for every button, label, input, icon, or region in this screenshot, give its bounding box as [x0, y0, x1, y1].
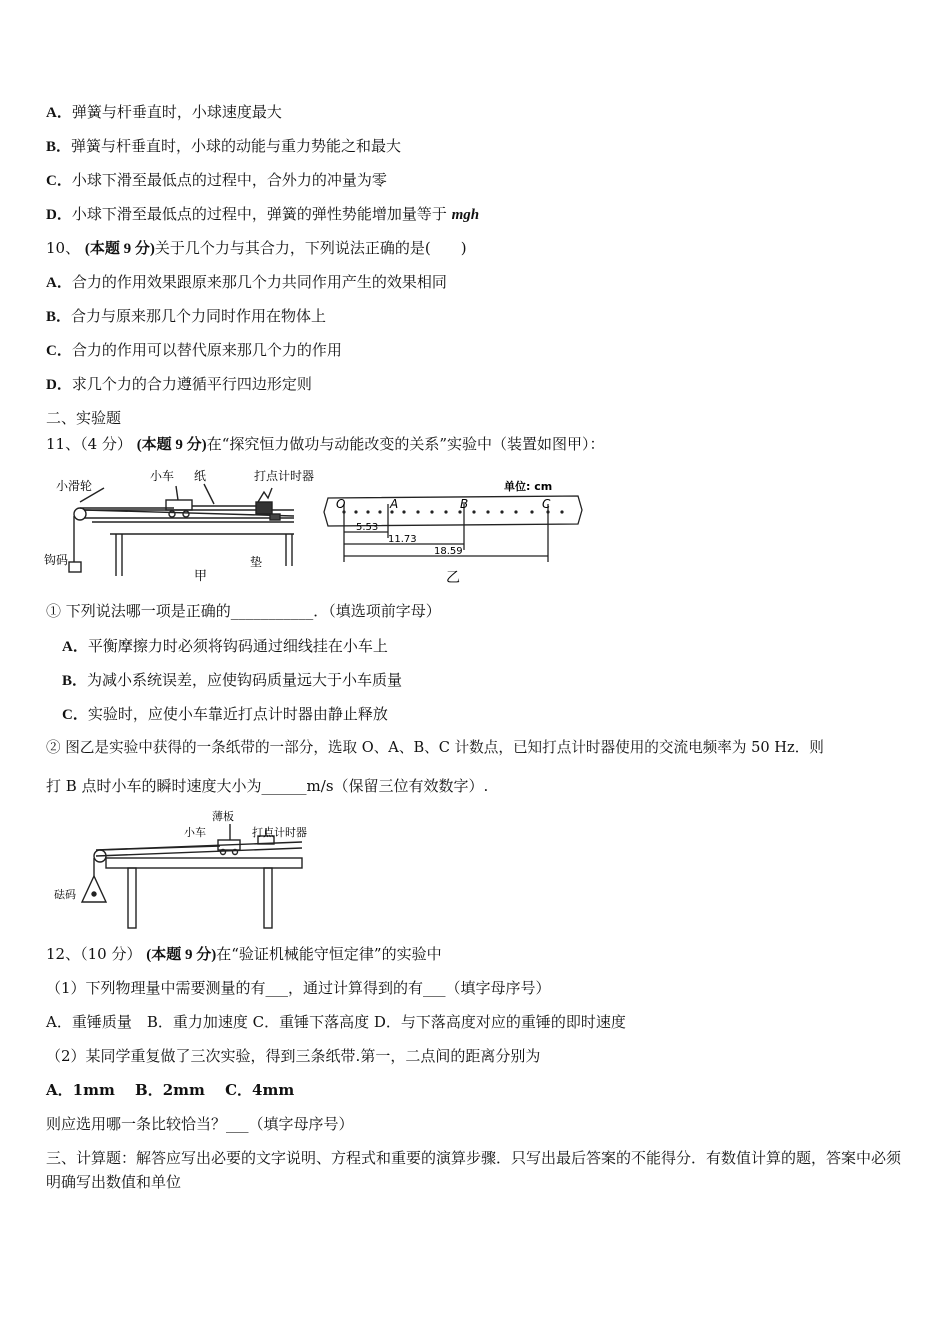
q10-stem: 10、 (本题 9 分)关于几个力与其合力，下列说法正确的是( ): [46, 239, 467, 257]
section-3-instructions: 三、计算题：解答应写出必要的文字说明、方程式和重要的演算步骤．只写出最后答案的不能得分．有数值计算的题，答案中必须明确写出数值和单位: [46, 1149, 902, 1191]
tape-unit-label: 单位: cm: [504, 480, 553, 493]
q11-sub2-line2: 打 B 点时小车的瞬时速度大小为______m/s（保留三位有效数字）.: [46, 777, 489, 795]
tape-dist-ob: 11.73: [388, 534, 417, 545]
tape-point-b: B: [460, 497, 469, 511]
q9-option-d: D．小球下滑至最低点的过程中，弹簧的弹性势能增加量等于 mgh: [46, 205, 480, 223]
section-2-title: 二、实验题: [46, 409, 122, 427]
label-hook-weight: 钩码: [44, 553, 69, 567]
tape-point-a: A: [390, 497, 399, 511]
figure-yi-tape: [322, 470, 584, 588]
label-pulley: 小滑轮: [56, 479, 93, 493]
label-timer-2: 打点计时器: [252, 826, 307, 839]
q9-option-a: A．弹簧与杆垂直时，小球速度最大: [46, 103, 282, 121]
q10-option-b: B．合力与原来那几个力同时作用在物体上: [46, 307, 327, 325]
tape-point-c: C: [542, 497, 551, 511]
caption-jia: 甲: [194, 569, 208, 584]
label-board: 薄板: [212, 810, 234, 823]
label-timer: 打点计时器: [254, 469, 315, 483]
q12-options-1: A．重锤质量 B．重力加速度 C．重锤下落高度 D．与下落高度对应的重锤的即时速度: [46, 1013, 626, 1031]
q10-option-c: C．合力的作用可以替代原来那几个力的作用: [46, 341, 342, 359]
q9-option-c: C．小球下滑至最低点的过程中，合外力的冲量为零: [46, 171, 387, 189]
q12-sub1: （1）下列物理量中需要测量的有___，通过计算得到的有___（填字母序号）: [46, 979, 551, 997]
tape-dist-oc: 18.59: [434, 546, 463, 557]
q11-option-b: B．为减小系统误差，应使钩码质量远大于小车质量: [62, 671, 403, 689]
figure-jia-apparatus: [44, 462, 315, 586]
q10-option-a: A．合力的作用效果跟原来那几个力共同作用产生的效果相同: [46, 273, 447, 291]
tape-point-o: O: [336, 497, 346, 511]
q11-sub2-line1: ② 图乙是实验中获得的一条纸带的一部分，选取 O、A、B、C 计数点，已知打点计时器使用的交流电频率为 50 Hz．则: [46, 739, 824, 756]
label-pad: 垫: [250, 555, 263, 569]
q11-sub1: ① 下列说法哪一项是正确的___________．（填选项前字母）: [46, 602, 441, 620]
q12-sub3: 则应选用哪一条比较恰当？___（填字母序号）: [46, 1115, 354, 1133]
label-cart: 小车: [150, 469, 175, 483]
tape-dist-oa: 5.53: [356, 522, 379, 533]
q10-option-d: D．求几个力的合力遵循平行四边形定则: [46, 375, 312, 393]
q12-sub2: （2）某同学重复做了三次实验，得到三条纸带.第一，二点间的距离分别为: [46, 1047, 541, 1065]
q12-stem: 12、（10 分） (本题 9 分)在“验证机械能守恒定律”的实验中: [46, 945, 442, 963]
label-cart-2: 小车: [184, 826, 206, 839]
q11-stem: 11、（4 分） (本题 9 分)在“探究恒力做功与动能改变的关系”实验中（装置如图甲）：: [46, 435, 605, 453]
label-weight: 砝码: [54, 888, 76, 901]
q11-option-c: C．实验时，应使小车靠近打点计时器由静止释放: [62, 705, 388, 723]
q12-options-2: A．1mm B．2mm C．4mm: [46, 1081, 295, 1099]
q9-option-b: B．弹簧与杆垂直时，小球的动能与重力势能之和最大: [46, 137, 402, 155]
q11-option-a: A．平衡摩擦力时必须将钩码通过细线挂在小车上: [62, 637, 388, 655]
figure-apparatus-2: [52, 806, 326, 932]
caption-yi: 乙: [446, 570, 460, 586]
label-paper: 纸: [194, 469, 207, 483]
